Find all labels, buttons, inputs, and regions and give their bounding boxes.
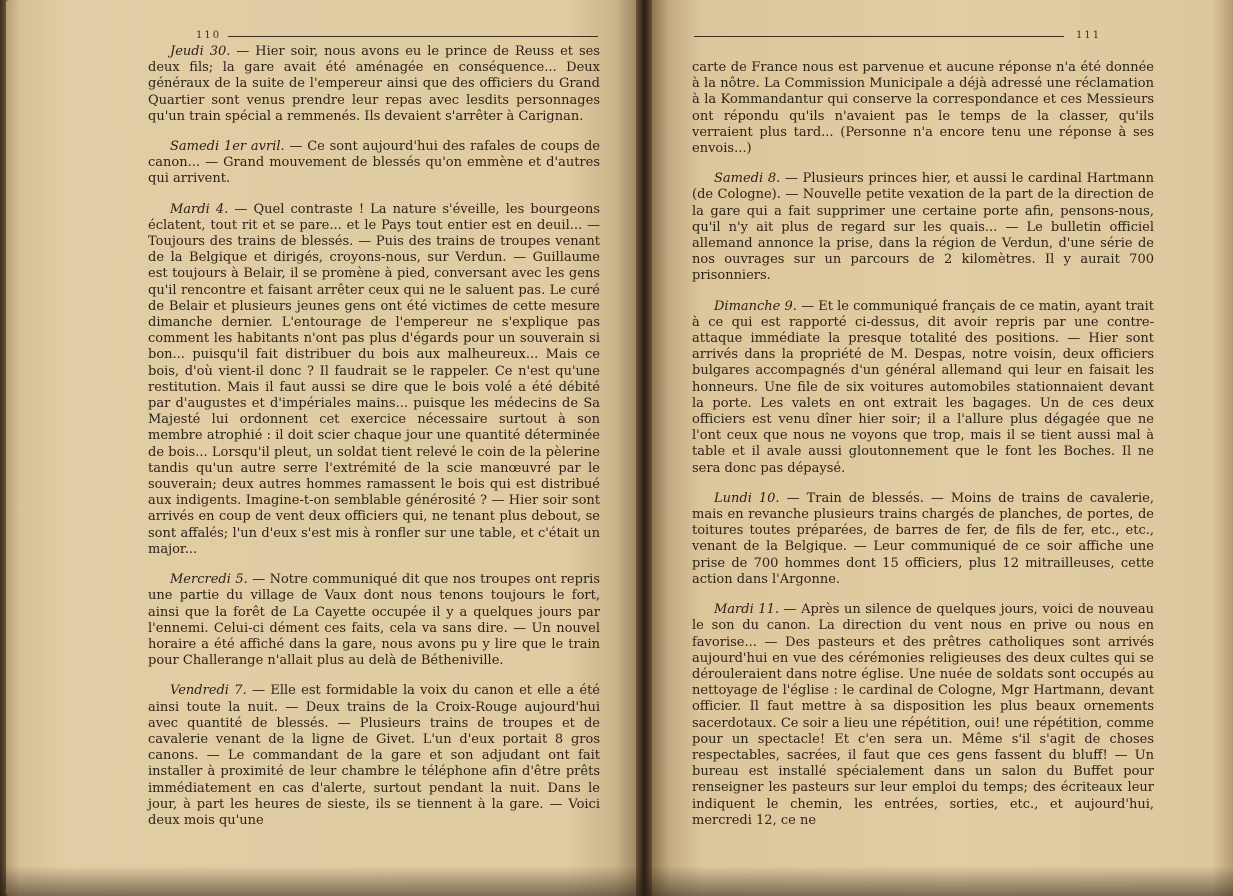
entry-date: Mercredi 5. <box>170 572 248 588</box>
entry-paragraph <box>148 683 600 829</box>
entry-text: — Hier soir, nous avons eu le prince de Reuss et ses deux fils; la gare avait été aménagée en conséquence... Deux généraux de la suite de l'empereur ainsi que des officiers du Grand Quartier sont venus prendre leur repas avec lesdits personnages qu'un train spécial a remmenés. Ils devaient s'arrêter à Carignan. <box>148 44 600 124</box>
entry-text: — Après un silence de quelques jours, voici de nouveau le son du canon. La direction du vent nous en prive ou nous en favorise... — Des pasteurs et des prêtres catholiques sont arrivés aujourd'hui en vue des cérémonies religieuses des deux cultes qui se dérouleraient dans notre église. Une nuée de soldats sont occupés au nettoyage de l'église : le cardinal de Cologne, Mgr Hartmann, devant officier. Il faut mettre à sa disposition les plus beaux ornements sacerdotaux. Ce soir a lieu une répétition, oui! une répétition, comme pour un spectacle! Et c'en sera un. Même s'il s'agit de choses respectables, sacrées, il faut que ces gens fassent du bluff! — Un bureau est installé spécialement dans un salon du Buffet pour renseigner les pasteurs sur leur emploi du temps; des écriteaux leur indiquent le chemin, les entrées, sorties, etc., et aujourd'hui, mercredi 12, ce ne <box>692 602 1154 828</box>
entry-text: — Plusieurs princes hier, et aussi le cardinal Hartmann (de Cologne). — Nouvelle petite vexation de la part de la direction de la gare qui a fait supprimer une certaine porte afin, pensons-nous, qu'il n'y ait plus de regard sur les quais... — Le bulletin officiel allemand annonce la prise, dans la région de Verdun, d'une série de nos ouvrages sur un parcours de 2 kilomètres. Il y aurait 700 prisonniers. <box>692 171 1154 284</box>
entry-date: Samedi 1er avril. <box>170 139 285 155</box>
entry-text: — Elle est formidable la voix du canon et elle a été ainsi toute la nuit. — Deux trains de la Croix-Rouge aujourd'hui avec quantité de blessés. — Plusieurs trains de troupes et de cavalerie venant de la ligne de Givet. L'un d'eux portait 8 gros canons. — Le commandant de la gare et son adjudant ont fait installer à proximité de leur chambre le téléphone afin d'être prêts immédiatement en cas d'alerte, surtout pendant la nuit. Dans le jour, à part les heures de sieste, ils se tiennent à la gare. — Voici deux mois qu'une <box>148 683 600 828</box>
continued-paragraph: carte de France nous est parvenue et aucune réponse n'a été donnée à la nôtre. La Commission Municipale a déjà adressé une réclamation à la Kommandantur qui conserve la correspondance et ces Messieurs ont répondu qu'ils n'avaient pas le temps de la classer, qu'ils verraient plus tard... (Personne n'a encore tenu une réponse à ses envois...) <box>692 60 1154 157</box>
entry-text: — Quel contraste ! La nature s'éveille, les bourgeons éclatent, tout rit et se pare... et le Pays tout entier est en deuil... — Toujours des trains de blessés. — Puis des trains de troupes venant de la Belgique et dirigés, croyons-nous, sur Verdun. — Guillaume est toujours à Belair, il se promène à pied, conversant avec les gens qu'il rencontre et faisant arrêter ceux qui ne le saluent pas. Le curé de Belair et plusieurs jeunes gens ont été victimes de cette mesure dimanche dernier. L'entourage de l'empereur ne s'explique pas comment les habitants n'ont pas plus d'égards pour un souverain si bon... puisqu'il fait distribuer du bois aux malheureux... Mais ce bois, d'où vient-il donc ? Il faudrait se le rappeler. Ce n'est qu'une restitution. Mais il faut aussi se dire que le bois volé a été débité par d'augustes et d'impériales mains... puisque les médecins de Sa Majesté lui ordonnent cet exercice nécessaire surtout à son membre atrophié : il doit scier chaque jour une quantité déterminée de bois... Lorsqu'il pleut, un soldat tient relevé le coin de la pèlerine tandis qu'un autre serre l'extrémité de la scie manœuvré par le souverain; deux autres hommes ramassent le bois qui est distribué aux indigents. Imagine-t-on semblable générosité ? — Hier soir sont arrivés en coup de vent deux officiers qui, ne tenant plus debout, se sont affalés; l'un d'eux s'est mis à ronfler sur une table, et c'était un major... <box>148 201 600 557</box>
entry-paragraph <box>148 44 600 125</box>
entry-paragraph <box>692 491 1154 588</box>
page-number: 110 <box>196 30 222 41</box>
entry-paragraph <box>148 572 600 669</box>
entry-date: Lundi 10. <box>714 490 780 506</box>
entry-text: — Train de blessés. — Moins de trains de cavalerie, mais en revanche plusieurs trains chargés de planches, de portes, de toitures toutes préparées, de barres de fer, de fils de fer, etc., etc., venant de la Belgique. — Leur communiqué de ce soir affiche une prise de 700 hommes dont 15 officiers, plus 12 mitrailleuses, cette action dans l'Argonne. <box>692 490 1154 587</box>
entry-text: — Et le communiqué français de ce matin, ayant trait à ce qui est rapporté ci-dessus, dit avoir repris par une contre-attaque immédiate la presque totalité des positions. — Hier sont arrivés dans la propriété de M. Despas, notre voisin, deux officiers bulgares accompagnés d'un général allemand qui leur en faisait les honneurs. Une file de six voitures automobiles stationnaient devant la porte. Les valets en ont extrait les bagages. Un de ces deux officiers est venu dîner hier soir; il a l'allure plus dégagée que ne l'ont ceux que nous ne voyons que trop, mais il se tient aussi mal à table et il avale aussi gloutonnement que le font les Boches. Il ne sera donc pas dépaysé. <box>692 298 1154 476</box>
entry-paragraph <box>148 202 600 558</box>
page-number: 111 <box>1076 30 1102 41</box>
left-page-text <box>148 44 600 829</box>
header-rule <box>228 36 598 37</box>
entry-text: — Notre communiqué dit que nos troupes ont repris une partie du village de Vaux dont nous tenons toujours le fort, ainsi que la forêt de La Cayette occupée il y a quelques jours par l'ennemi. Celui-ci dément ces faits, cela va sans dire. — Un nouvel horaire a été affiché dans la gare, nous avons pu y lire que le train pour Challerange n'allait plus au delà de Bétheniville. <box>148 572 600 669</box>
left-page <box>6 0 638 896</box>
entry-date: Samedi 8. <box>714 171 781 187</box>
entry-date: Mardi 4. <box>170 201 229 217</box>
header-rule <box>694 36 1064 37</box>
entry-date: Mardi 11. <box>714 602 779 618</box>
entry-paragraph <box>692 171 1154 284</box>
entry-date: Jeudi 30. <box>170 44 231 59</box>
entry-paragraph <box>692 299 1154 477</box>
entry-date: Vendredi 7. <box>170 683 247 699</box>
entry-text: — Ce sont aujourd'hui des rafales de coups de canon... — Grand mouvement de blessés qu'on emmène et d'autres qui arrivent. <box>148 139 601 187</box>
entry-paragraph <box>148 139 600 188</box>
entry-paragraph <box>692 602 1154 829</box>
right-page <box>652 0 1233 896</box>
right-page-text <box>692 60 1154 829</box>
entry-date: Dimanche 9. <box>714 298 797 314</box>
